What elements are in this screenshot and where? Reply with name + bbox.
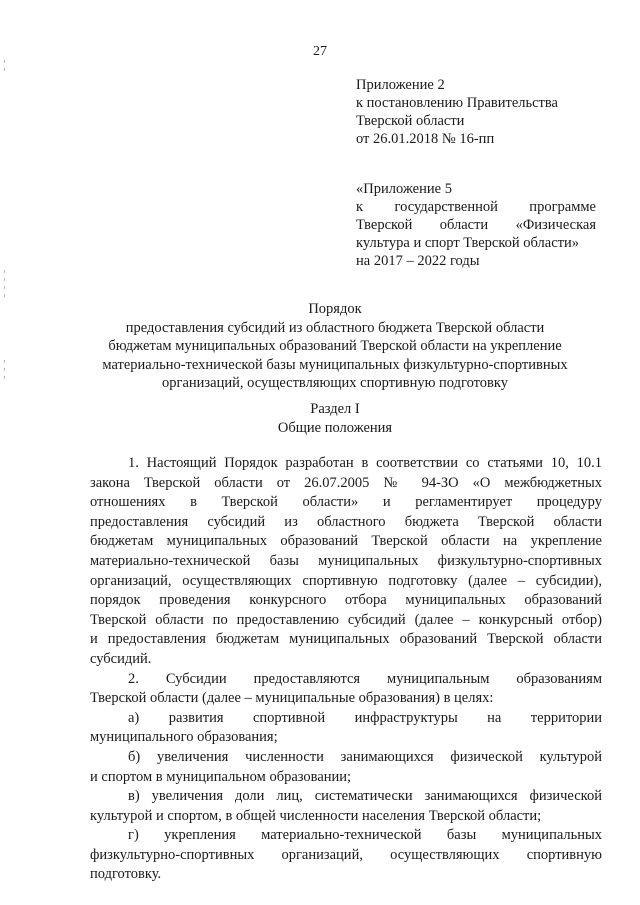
body-line: муниципального образования; xyxy=(90,729,278,746)
body-line: субсидий. xyxy=(90,650,152,667)
body-line: 1. Настоящий Порядок разработан в соответствии со статьями 10, 10.1 xyxy=(128,455,602,471)
annex-line: Приложение 2 xyxy=(356,77,445,93)
body-line: физкультурно-спортивных организаций, осуществляющих спортивную xyxy=(90,846,602,863)
title-line: материально-технической базы муниципальных физкультурно-спортивных xyxy=(102,356,568,373)
body-line: организаций, осуществляющих спортивную подготовку (далее – субсидии), xyxy=(90,572,602,589)
section-heading xyxy=(70,400,600,437)
body-line: бюджетам муниципальных образований Тверской области на укрепление xyxy=(90,533,602,550)
program-annex-line: на 2017 – 2022 годы xyxy=(356,253,480,269)
program-annex-header xyxy=(356,180,596,270)
body-line: г) укрепления материально-технической базы муниципальных xyxy=(128,827,602,844)
body-line: и спортом в муниципальном образовании; xyxy=(90,768,352,785)
annex-line: к постановлению Правительства xyxy=(356,95,558,111)
page-number: 27 xyxy=(313,44,327,59)
body-line: а) развития спортивной инфраструктуры на территории xyxy=(128,709,602,726)
body-line: материально-технической базы муниципальных физкультурно-спортивных xyxy=(90,552,602,569)
title-line: бюджетам муниципальных образований Тверской области на укрепление xyxy=(108,338,562,354)
body-line: Тверской области по предоставлению субсидий (далее – конкурсный отбор) xyxy=(90,611,602,628)
body-line: в) увеличения доли лиц, систематически занимающихся физической xyxy=(128,788,602,805)
body-text xyxy=(90,454,602,885)
title-line: Порядок xyxy=(308,301,362,317)
section-number: Раздел I xyxy=(310,401,360,417)
body-line: Тверской области (далее – муниципальные образования) в целях: xyxy=(90,690,494,707)
body-line: закона Тверской области от 26.07.2005 № 94-ЗО «О межбюджетных xyxy=(90,474,602,491)
annex-line: от 26.01.2018 № 16-пп xyxy=(356,131,495,147)
program-annex-line: культура и спорт Тверской области» xyxy=(356,235,579,251)
body-line: отношениях в Тверской области» и регламентирует процедуру xyxy=(90,494,602,511)
document-title xyxy=(70,300,600,393)
title-line: организаций, осуществляющих спортивную подготовку xyxy=(162,375,508,391)
program-annex-line: Тверской области «Физическая xyxy=(356,217,596,233)
section-name: Общие положения xyxy=(277,419,393,436)
body-line: и предоставления бюджетам муниципальных образований Тверской области xyxy=(90,631,602,648)
program-annex-line: «Приложение 5 xyxy=(356,181,452,197)
scan-margin-marks xyxy=(4,60,7,400)
body-line: 2. Субсидии предоставляются муниципальным образованиям xyxy=(128,670,602,687)
title-line: предоставления субсидий из областного бюджета Тверской области xyxy=(125,319,545,336)
body-line: подготовку. xyxy=(90,866,162,883)
body-line: предоставления субсидий из областного бюджета Тверской области xyxy=(90,513,602,530)
program-annex-line: к государственной программе xyxy=(356,199,596,215)
body-line: порядок проведения конкурсного отбора муниципальных образований xyxy=(90,592,602,609)
annex-line: Тверской области xyxy=(356,113,465,129)
annex-header xyxy=(356,76,596,148)
body-line: культурой и спортом, в общей численности населения Тверской области; xyxy=(90,807,542,824)
body-line: б) увеличения численности занимающихся физической культурой xyxy=(128,748,602,765)
